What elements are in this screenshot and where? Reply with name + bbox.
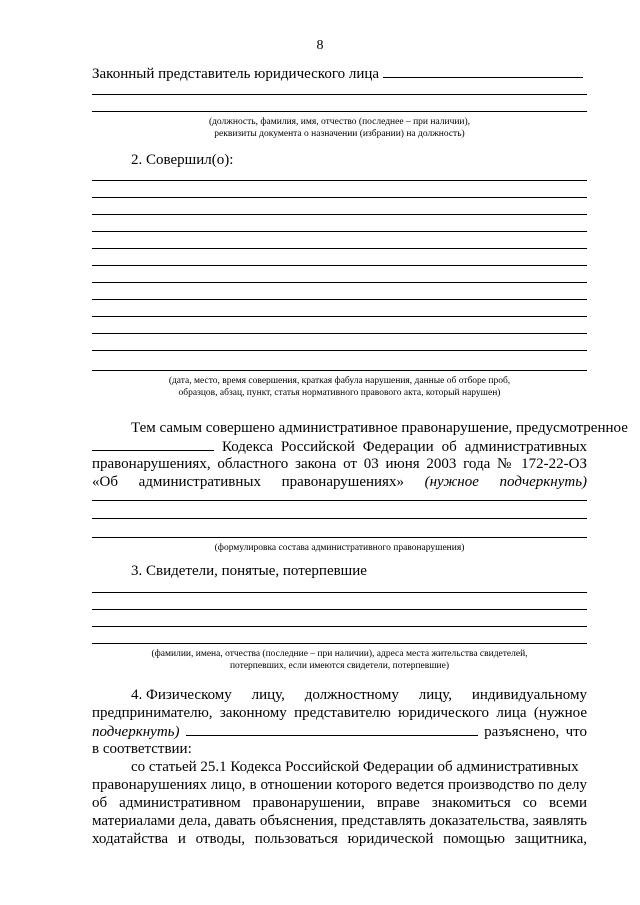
form-line	[92, 609, 587, 610]
section4-line3: подчеркнуть) разъяснено, что	[92, 724, 588, 740]
article-para-line1: со статьей 25.1 Кодекса Российской Федерации об административных	[131, 759, 579, 775]
form-line	[92, 626, 587, 627]
section4-line1: 4. Физическому лицу, должностному лицу, индивидуальному	[131, 687, 587, 703]
form-line	[92, 214, 587, 215]
legal-rep-caption: (должность, фамилия, имя, отчество (последнее – при наличии), реквизиты документа о назначении (избрании) на должность)	[208, 117, 471, 139]
violation-line3: правонарушениях, областного закона от 03 июня 2003 года № 172-22-ОЗ	[92, 456, 587, 472]
section2-heading: 2. Совершил(о):	[131, 152, 234, 168]
violation-line1: Тем самым совершено административное правонарушение, предусмотренное	[131, 420, 628, 436]
form-line	[92, 197, 587, 198]
article-para-line4: материалами дела, давать объяснения, представлять доказательства, заявлять	[92, 813, 587, 829]
code-blank	[92, 437, 214, 451]
violation-line4: «Об административных правонарушениях» (нужное подчеркнуть)	[92, 474, 588, 490]
form-line	[92, 180, 587, 181]
section4-line4: в соответствии:	[92, 741, 192, 757]
form-line	[92, 537, 587, 538]
form-line	[92, 231, 587, 232]
section3-heading: 3. Свидетели, понятые, потерпевшие	[131, 563, 367, 579]
page-number: 8	[316, 38, 324, 53]
form-line	[92, 643, 587, 644]
form-line	[92, 282, 587, 283]
article-para-line3: об административном правонарушении, вправе знакомиться со всеми	[92, 795, 587, 811]
section3-caption: (фамилии, имена, отчества (последние – при наличии), адреса места жительства свидетелей, потерпевших, если имеются свидетели, потерпевшие)	[151, 649, 528, 671]
legal-rep-label: Законный представитель юридического лица	[92, 64, 583, 83]
section2-caption: (дата, место, время совершения, краткая фабула нарушения, данные об отборе проб, образцов, абзац, пункт, статья нормативного правового акта, который нарушен)	[168, 376, 511, 398]
legal-rep-blank	[383, 64, 583, 78]
form-line	[92, 299, 587, 300]
form-line	[92, 265, 587, 266]
form-line	[92, 350, 587, 351]
article-para-line5: ходатайства и отводы, пользоваться юридической помощью защитника,	[92, 831, 587, 847]
violation-caption: (формулировка состава административного правонарушения)	[214, 543, 465, 553]
article-para-line2: правонарушениях лицо, в отношении которого ведется производство по делу	[92, 777, 587, 793]
form-line	[92, 111, 587, 112]
form-line	[92, 518, 587, 519]
form-line	[92, 370, 587, 371]
rep-name-blank	[186, 722, 478, 736]
form-line	[92, 333, 587, 334]
form-line	[92, 94, 587, 95]
form-line	[92, 500, 587, 501]
form-line	[92, 316, 587, 317]
form-line	[92, 592, 587, 593]
violation-line2: Кодекса Российской Федерации об административных	[92, 437, 587, 456]
form-line	[92, 248, 587, 249]
section4-line2: предпринимателю, законному представителю юридического лица (нужное	[92, 705, 587, 721]
